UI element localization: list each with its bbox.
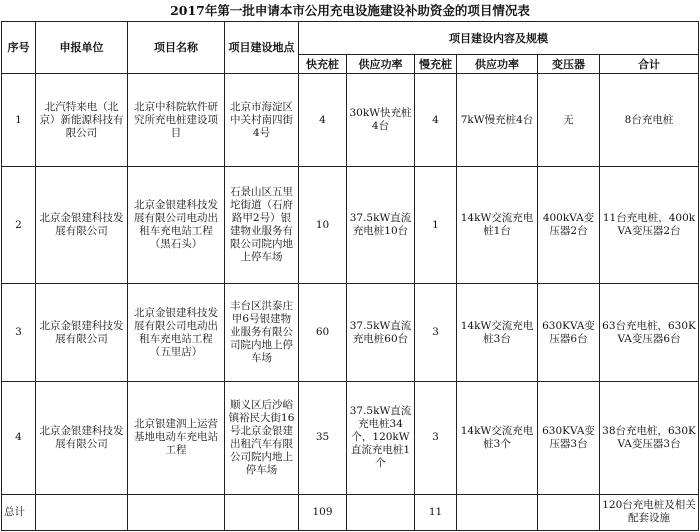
cell-transformer: 630KVA变压器6台 — [538, 284, 600, 381]
header-slow-power: 供应功率 — [457, 55, 538, 74]
summary-empty — [457, 494, 538, 530]
cell-slow: 1 — [415, 167, 457, 284]
table-row — [2, 381, 699, 494]
cell-transformer: 400kVA变压器2台 — [538, 167, 600, 284]
cell-fast-power: 37.5kW直流充电桩34个，120kW直流充电桩1个 — [347, 381, 415, 494]
cell-fast: 60 — [299, 284, 347, 381]
summary-empty — [128, 494, 225, 530]
table-row — [2, 167, 699, 284]
summary-empty — [36, 494, 128, 530]
cell-fast-power: 37.5kW直流充电桩10台 — [347, 167, 415, 284]
cell-project-name: 北京金银建科技发展有限公司电动出租车充电站工程（黑石头） — [128, 167, 225, 284]
header-content: 项目建设内容及规模 — [299, 22, 699, 55]
cell-total: 38台充电桩，630KVA变压器3台 — [600, 381, 699, 494]
cell-seq: 2 — [2, 167, 36, 284]
cell-fast: 10 — [299, 167, 347, 284]
cell-location: 北京市海淀区中关村南四街4号 — [225, 74, 299, 167]
cell-project-name: 北京中科院软件研究所充电桩建设项目 — [128, 74, 225, 167]
cell-transformer: 无 — [538, 74, 600, 167]
project-table — [1, 21, 699, 531]
header-transformer: 变压器 — [538, 55, 600, 74]
cell-seq: 3 — [2, 284, 36, 381]
cell-slow: 3 — [415, 381, 457, 494]
header-project-name: 项目名称 — [128, 22, 225, 74]
header-total: 合计 — [600, 55, 699, 74]
header-fast: 快充桩 — [299, 55, 347, 74]
cell-total: 11台充电桩，400kVA变压器2台 — [600, 167, 699, 284]
summary-empty — [225, 494, 299, 530]
summary-empty — [538, 494, 600, 530]
cell-total: 8台充电桩 — [600, 74, 699, 167]
cell-applicant: 北汽特来电（北京）新能源科技有限公司 — [36, 74, 128, 167]
table-row — [2, 284, 699, 381]
cell-slow: 3 — [415, 284, 457, 381]
summary-slow: 11 — [415, 494, 457, 530]
cell-project-name: 北京金银建科技发展有限公司电动出租车充电站工程（五里店） — [128, 284, 225, 381]
cell-slow: 4 — [415, 74, 457, 167]
table-title: 2017年第一批申请本市公用充电设施建设补助资金的项目情况表 — [170, 3, 530, 18]
cell-location: 丰台区洪泰庄甲6号银建物业服务有限公司院内地上停车场 — [225, 284, 299, 381]
cell-location: 石景山区五里坨街道（石府路甲2号）银建物业服务有限公司院内地上停车场 — [225, 167, 299, 284]
header-applicant: 申报单位 — [36, 22, 128, 74]
summary-label: 总计 — [2, 494, 36, 530]
table-row — [2, 74, 699, 167]
cell-seq: 4 — [2, 381, 36, 494]
cell-transformer: 630KVA变压器3台 — [538, 381, 600, 494]
cell-slow-power: 14kW交流充电桩1台 — [457, 167, 538, 284]
header-fast-power: 供应功率 — [347, 55, 415, 74]
header-location: 项目建设地点 — [225, 22, 299, 74]
summary-row — [2, 494, 699, 530]
cell-applicant: 北京金银建科技发展有限公司 — [36, 167, 128, 284]
cell-fast-power: 37.5kW直流充电桩60台 — [347, 284, 415, 381]
cell-fast: 35 — [299, 381, 347, 494]
summary-total: 120台充电桩及相关配套设施 — [600, 494, 699, 530]
cell-fast: 4 — [299, 74, 347, 167]
cell-seq: 1 — [2, 74, 36, 167]
cell-fast-power: 30kW快充桩4台 — [347, 74, 415, 167]
header-seq: 序号 — [2, 22, 36, 74]
header-row-1 — [2, 22, 699, 55]
cell-total: 63台充电桩，630KVA变压器6台 — [600, 284, 699, 381]
summary-empty — [347, 494, 415, 530]
cell-applicant: 北京金银建科技发展有限公司 — [36, 381, 128, 494]
cell-slow-power: 14kW交流充电桩3台 — [457, 284, 538, 381]
header-slow: 慢充桩 — [415, 55, 457, 74]
cell-project-name: 北京银建泗上运营基地电动车充电站工程 — [128, 381, 225, 494]
cell-slow-power: 7kW慢充桩4台 — [457, 74, 538, 167]
summary-fast: 109 — [299, 494, 347, 530]
cell-applicant: 北京金银建科技发展有限公司 — [36, 284, 128, 381]
cell-location: 顺义区后沙峪镇裕民大街16号北京金银建出租汽车有限公司院内地上停车场 — [225, 381, 299, 494]
cell-slow-power: 14kW交流充电桩3个 — [457, 381, 538, 494]
